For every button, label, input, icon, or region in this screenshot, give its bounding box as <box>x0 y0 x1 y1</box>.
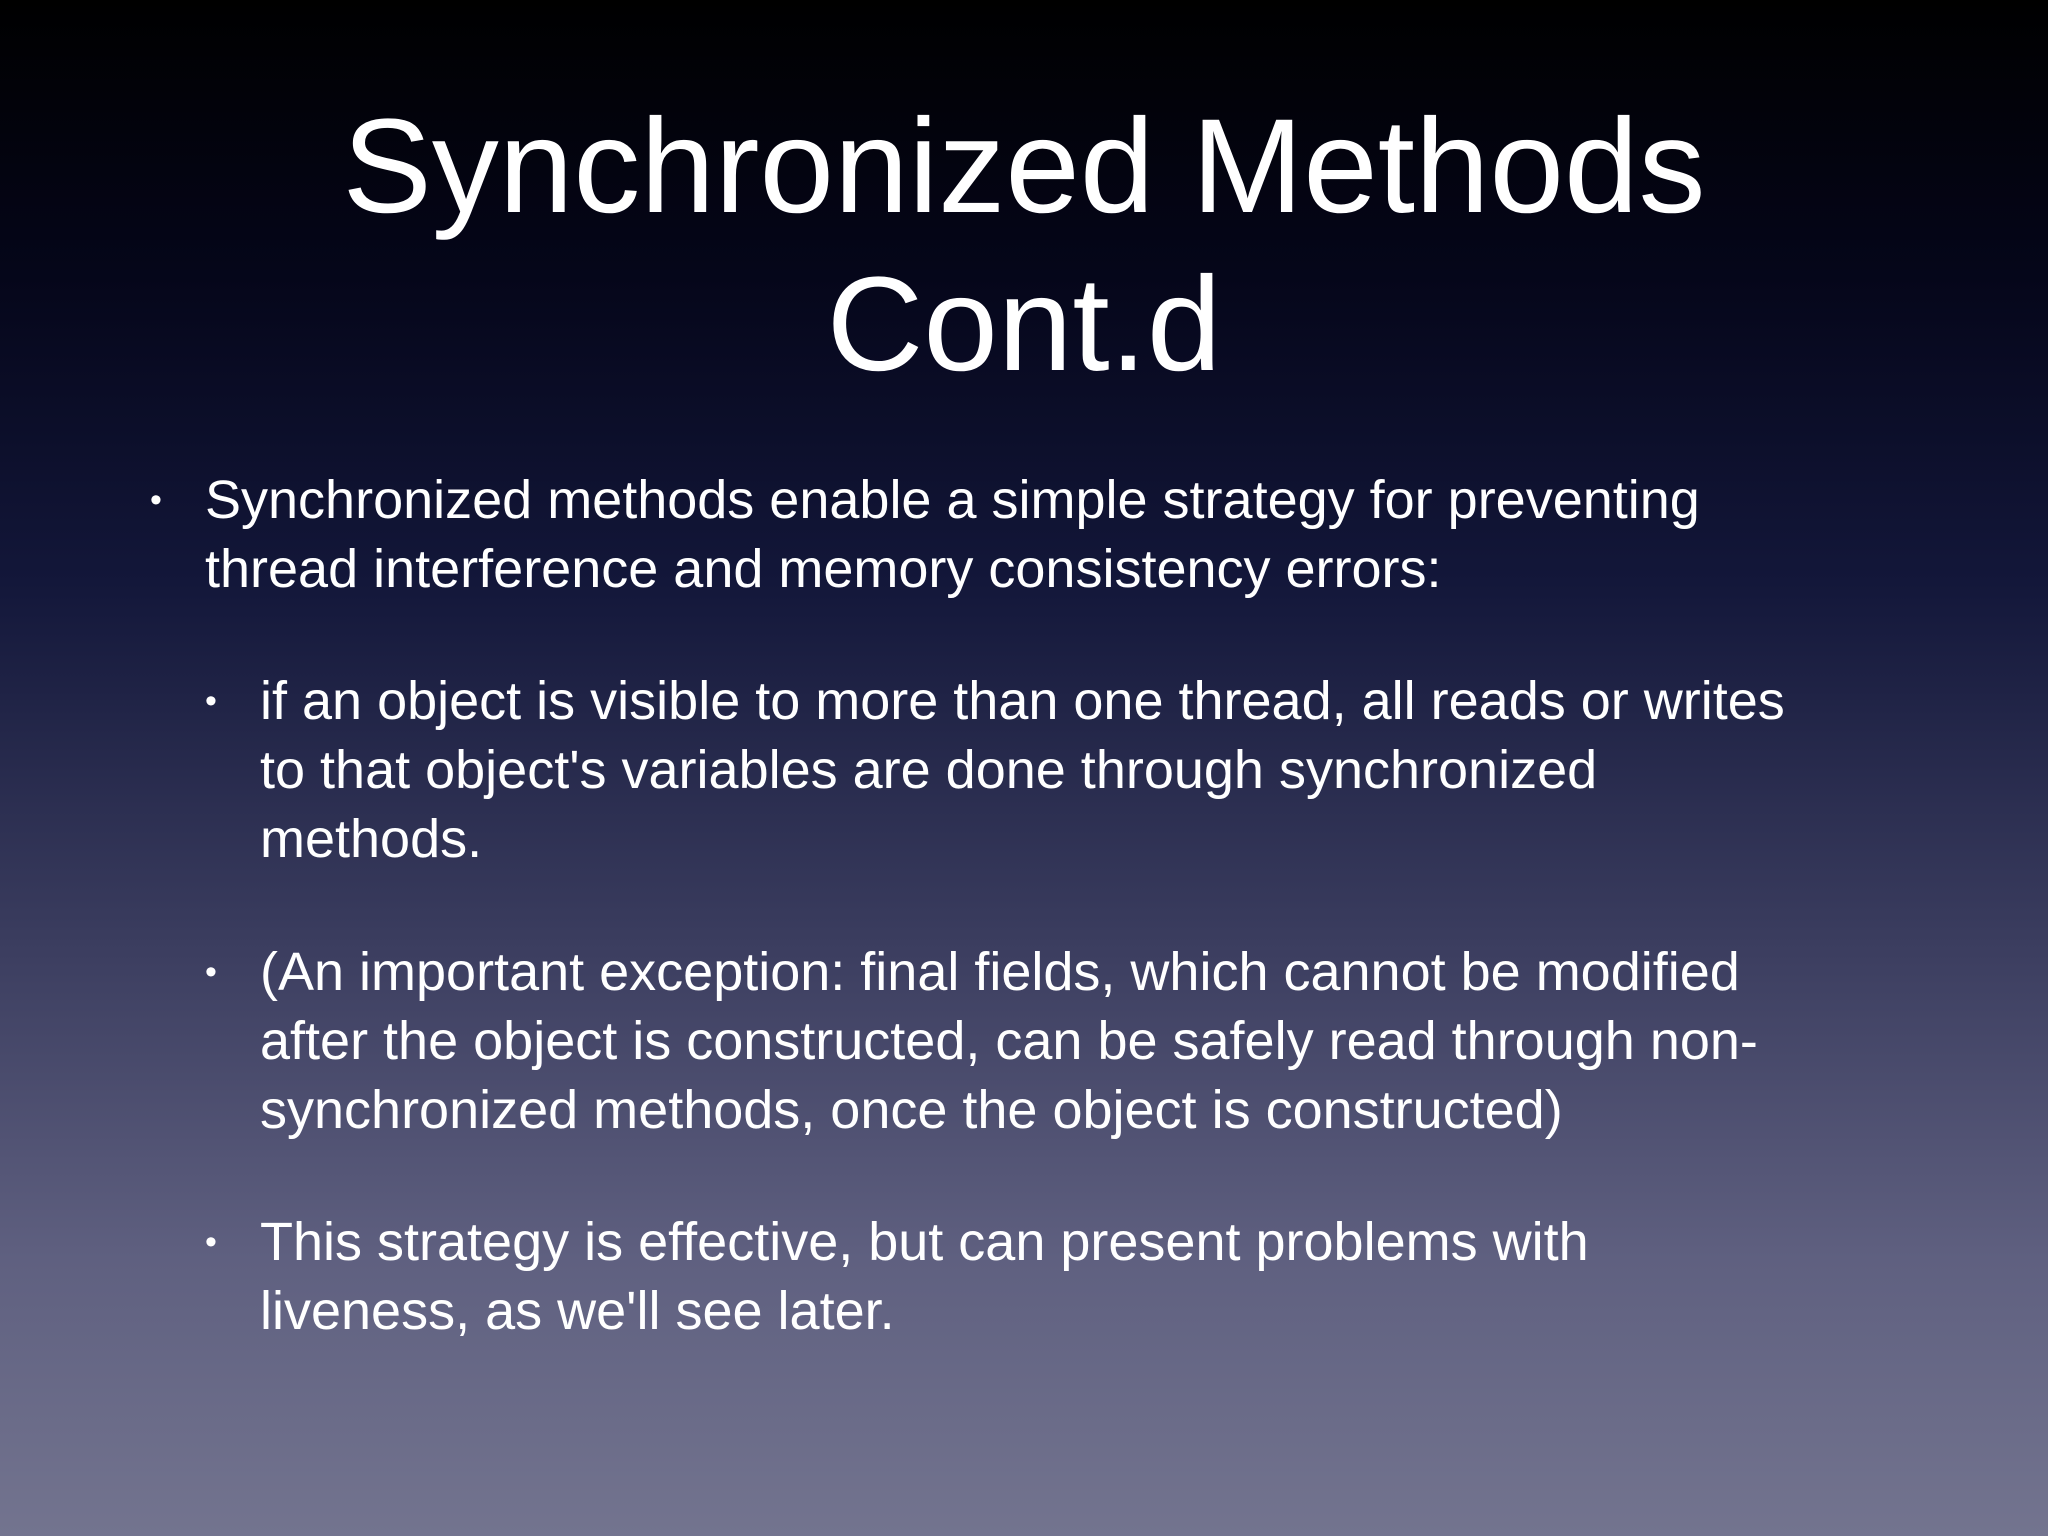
bullet-line: to that object's variables are done through synchronized <box>260 740 1598 800</box>
bullet-line: Synchronized methods enable a simple strategy for preventing <box>205 470 1700 530</box>
bullet-dot-icon: • <box>150 481 162 519</box>
title-line-2: Cont.d <box>826 250 1222 399</box>
bullet-line: liveness, as we'll see later. <box>260 1281 895 1341</box>
bullet-line: This strategy is effective, but can present problems with <box>260 1212 1589 1272</box>
bullet-dot-icon: • <box>205 682 217 720</box>
bullet-text <box>205 466 1700 604</box>
sub-bullet-text <box>260 667 1785 874</box>
bullet-dot-icon: • <box>205 1223 217 1261</box>
bullet-line: (An important exception: final fields, which cannot be modified <box>260 942 1740 1002</box>
title-line-1: Synchronized Methods <box>342 92 1706 241</box>
sub-bullet-text <box>260 1208 1589 1346</box>
sub-bullet-text <box>260 938 1758 1145</box>
bullet-line: methods. <box>260 809 483 869</box>
bullet-line: after the object is constructed, can be safely read through non- <box>260 1011 1758 1071</box>
slide-title <box>0 88 2048 404</box>
bullet-dot-icon: • <box>205 953 217 991</box>
bullet-line: if an object is visible to more than one thread, all reads or writes <box>260 671 1785 731</box>
bullet-line: synchronized methods, once the object is constructed) <box>260 1080 1563 1140</box>
bullet-line: thread interference and memory consistency errors: <box>205 539 1442 599</box>
